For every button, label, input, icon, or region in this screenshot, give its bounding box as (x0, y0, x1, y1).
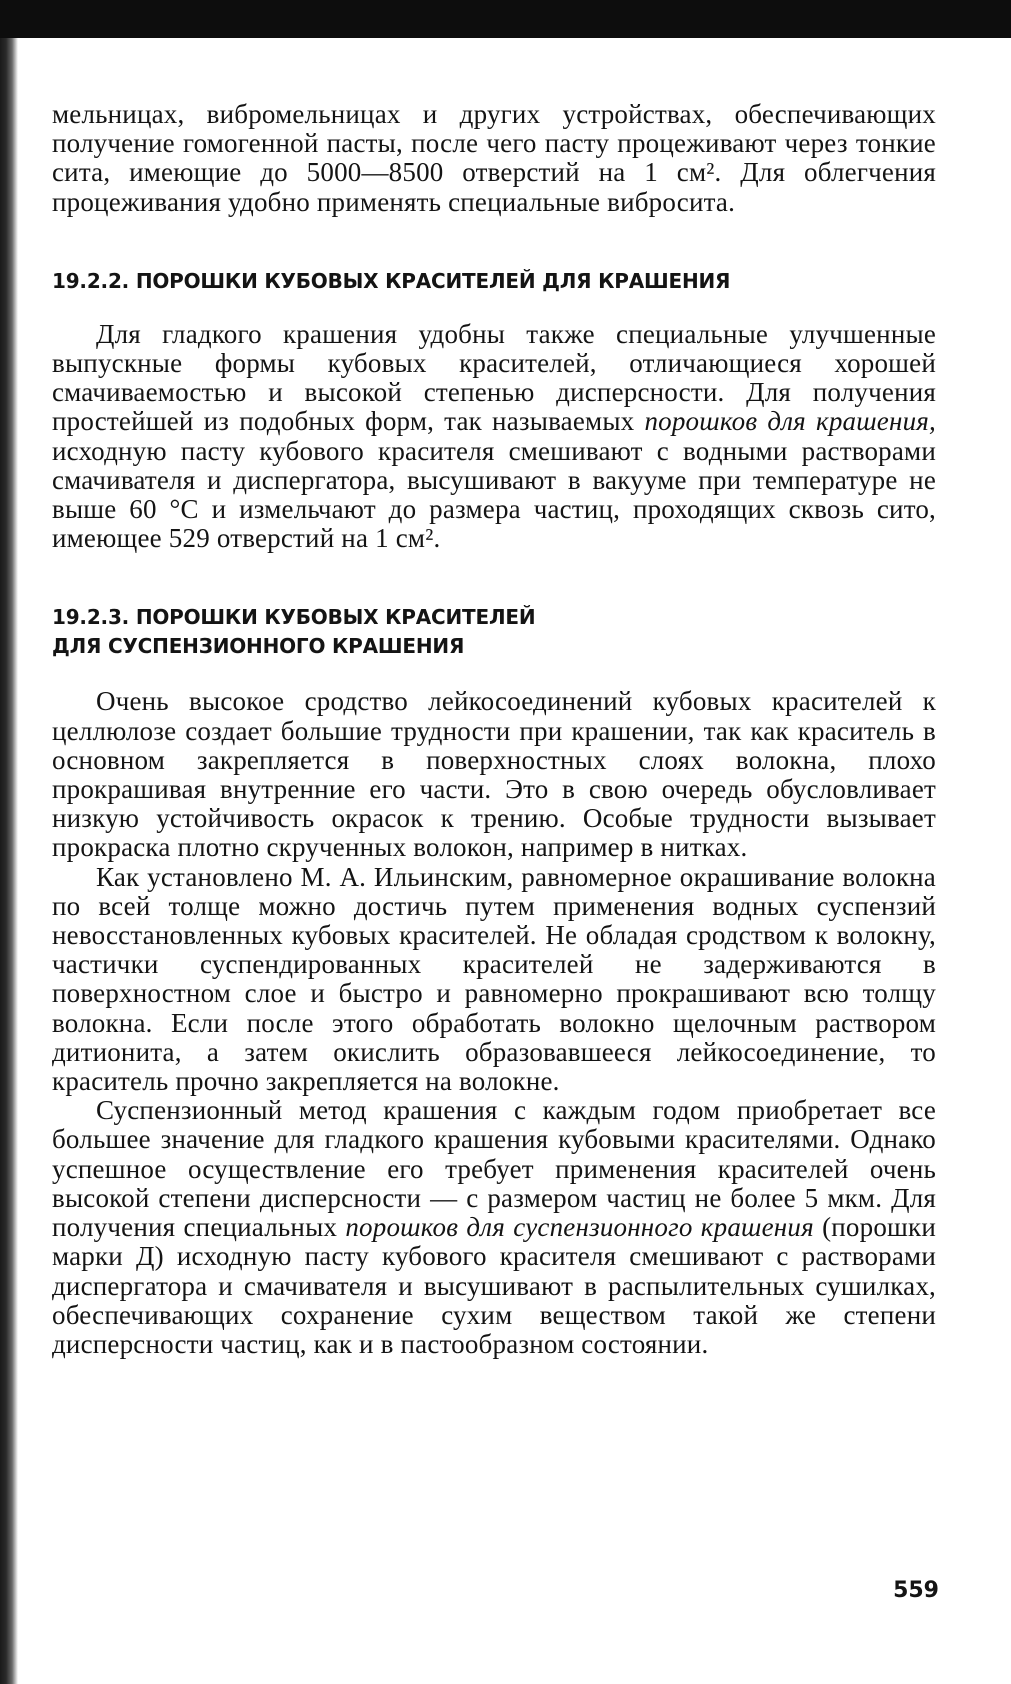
book-page (52, 100, 936, 1359)
section-2-heading-line-2: ДЛЯ СУСПЕНЗИОННОГО КРАШЕНИЯ (52, 634, 465, 659)
section-2-p3-italic-term: порошков для суспензионного крашения (345, 1212, 814, 1243)
section-1-text-start: Для гладкого крашения удобны также специальные улучшенные выпускные формы кубовых красителей, отличающиеся хорошей смачиваемостью и высокой степенью дисперсности. Для получения простейшей из подобных форм, так называемых (52, 318, 936, 437)
section-2-heading-line-1: 19.2.3. ПОРОШКИ КУБОВЫХ КРАСИТЕЛЕЙ (52, 605, 536, 630)
section-2-paragraph-2: Как установлено М. А. Ильинским, равномерное окрашивание волокна по всей толще можно достичь путем применения водных суспензий невосстановленных кубовых красителей. Не обладая сродством к волокну, частички суспендированных красителей не задерживаются в поверхностном слое и быстро и равномерно прокрашивают всю толщу волокна. Если после этого обработать волокно щелочным раствором дитионита, а затем окислить образовавшееся лейкосоединение, то краситель прочно закрепляется на волокне. (52, 861, 936, 1097)
scan-top-border (0, 0, 1011, 38)
section-2-paragraph-3 (52, 1096, 936, 1359)
section-1-paragraph (52, 320, 936, 554)
section-heading-19-2-3 (52, 603, 936, 661)
section-heading-19-2-2: 19.2.2. ПОРОШКИ КУБОВЫХ КРАСИТЕЛЕЙ ДЛЯ КРАШЕНИЯ (52, 268, 731, 293)
section-1-italic-term: порошков для крашения, (644, 406, 936, 437)
page-number: 559 (893, 1578, 939, 1603)
section-1-text-end: исходную пасту кубового красителя смешивают с водными растворами смачивателя и диспергатора, высушивают в вакууме при температуре не выше 60 °С и измельчают до размера частиц, проходящих сквозь сито, имеющее 529 отверстий на 1 см². (52, 435, 936, 554)
section-2-p3-text-start: Суспензионный метод крашения с каждым годом приобретает все большее значение для гладкого крашения кубовыми красителями. Однако успешное осуществление его требует применения красителей очень высокой степени дисперсности — с размером частиц не более 5 мкм. Для получения специальных (52, 1095, 936, 1243)
section-2-paragraph-1: Очень высокое сродство лейкосоединений кубовых красителей к целлюлозе создает большие трудности при крашении, так как краситель в основном закрепляется в поверхностных слоях волокна, плохо прокрашивая внутренние его части. Это в свою очередь обусловливает низкую устойчивость окрасок к трению. Особые трудности вызывает прокраска плотно скрученных волокон, например в нитках. (52, 686, 936, 863)
intro-paragraph: мельницах, вибромельницах и других устройствах, обеспечивающих получение гомогенной пасты, после чего пасту процеживают через тонкие сита, имеющие до 5000—8500 отверстий на 1 см². Для облегчения процеживания удобно применять специальные вибросита. (52, 99, 936, 217)
section-2-p3-text-end: (порошки марки Д) исходную пасту кубового красителя смешивают с растворами диспергатора и смачивателя и высушивают в распылительных сушилках, обеспечивающих сохранение сухим веществом такой же степени дисперсности частиц, как и в пастообразном состоянии. (52, 1212, 936, 1359)
scan-left-border (0, 38, 18, 1684)
